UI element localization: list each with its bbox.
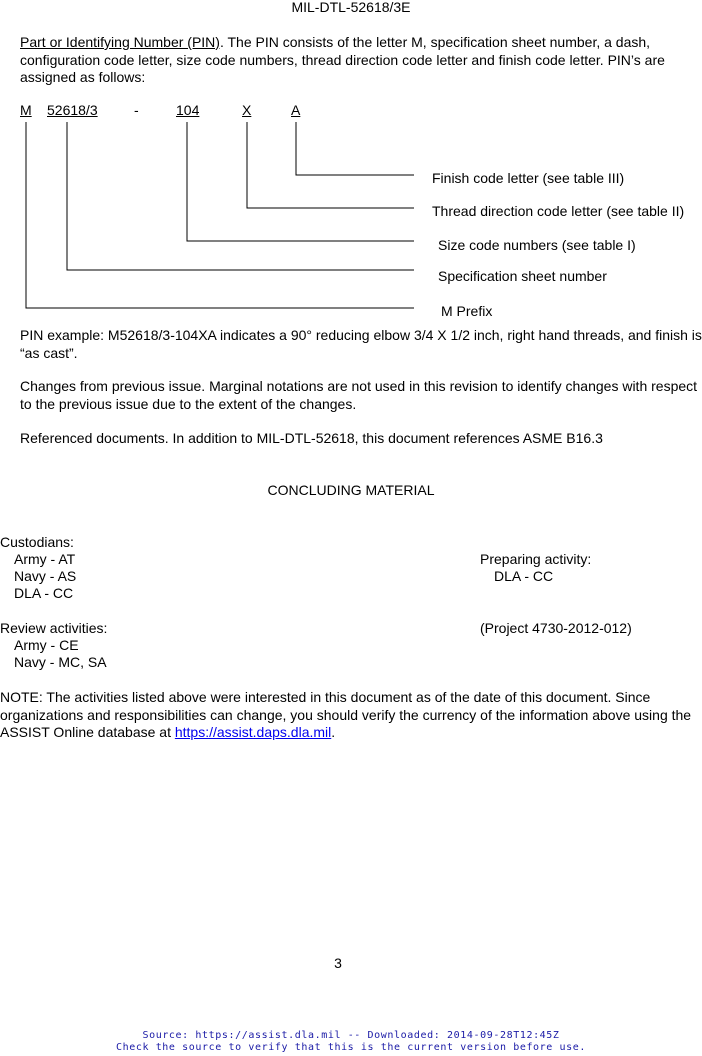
- document-id-header: MIL-DTL-52618/3E: [291, 0, 411, 15]
- pin-part-prefix: M: [20, 102, 32, 118]
- preparing-activity-heading: Preparing activity:: [480, 551, 592, 567]
- thread-leader-line: [247, 122, 414, 208]
- pin-part-spec: 52618/3: [47, 102, 98, 118]
- note-end: .: [331, 724, 336, 740]
- review-activity-item: Navy - MC, SA: [14, 654, 107, 670]
- prefix-leader-line: [26, 122, 414, 308]
- preparing-activity-value: DLA - CC: [494, 568, 554, 584]
- pin-part-dash: -: [134, 102, 139, 118]
- label-spec-sheet: Specification sheet number: [438, 268, 607, 284]
- pin-part-size: 104: [176, 102, 200, 118]
- changes-paragraph: Changes from previous issue. Marginal notations are not used in this revision to identify changes with respect to the previous issue due to the extent of the changes.: [20, 378, 698, 412]
- pin-part-finish: A: [291, 102, 301, 118]
- page-number: 3: [334, 955, 342, 971]
- referenced-documents-paragraph: Referenced documents. In addition to MIL-DTL-52618, this document references ASME B16.3: [20, 430, 603, 446]
- custodians-heading: Custodians:: [0, 534, 74, 550]
- source-footer-line1: Source: https://assist.dla.mil -- Downloaded: 2014-09-28T12:45Z: [142, 1030, 560, 1041]
- source-footer-line2: Check the source to verify that this is the current version before use.: [115, 1042, 587, 1053]
- label-m-prefix: M Prefix: [441, 303, 493, 319]
- pin-intro-text: . The PIN consists of the letter M, specification sheet number, a dash, configuration code letter, size code numbers, thread direction code letter and finish code letter. PIN’s are assigned as follows:: [20, 34, 665, 85]
- project-number: (Project 4730-2012-012): [480, 620, 632, 636]
- pin-example-paragraph: PIN example: M52618/3-104XA indicates a 90° reducing elbow 3/4 X 1/2 inch, right hand threads, and finish is “as cast”.: [20, 327, 702, 361]
- pin-heading: Part or Identifying Number (PIN): [20, 34, 220, 50]
- review-activities-heading: Review activities:: [0, 620, 108, 636]
- custodian-item: DLA - CC: [14, 585, 74, 601]
- finish-leader-line: [296, 122, 414, 175]
- assist-database-link[interactable]: https://assist.daps.dla.mil: [174, 724, 332, 740]
- label-thread-code: Thread direction code letter (see table II): [432, 203, 685, 219]
- note-text: NOTE: The activities listed above were interested in this document as of the date of this document. Since organizations and responsibilities can change, you should verify the currency of the information above using the ASSIST Online database at: [0, 689, 692, 740]
- note-paragraph: [0, 689, 702, 742]
- custodian-item: Army - AT: [14, 551, 76, 567]
- label-size-code: Size code numbers (see table I): [438, 237, 636, 253]
- custodian-item: Navy - AS: [14, 568, 77, 584]
- review-activity-item: Army - CE: [14, 637, 79, 653]
- label-finish-code: Finish code letter (see table III): [432, 170, 625, 186]
- concluding-material-heading: CONCLUDING MATERIAL: [267, 482, 435, 498]
- pin-part-thread: X: [242, 102, 252, 118]
- spec-leader-line: [67, 122, 414, 270]
- size-leader-line: [187, 122, 414, 241]
